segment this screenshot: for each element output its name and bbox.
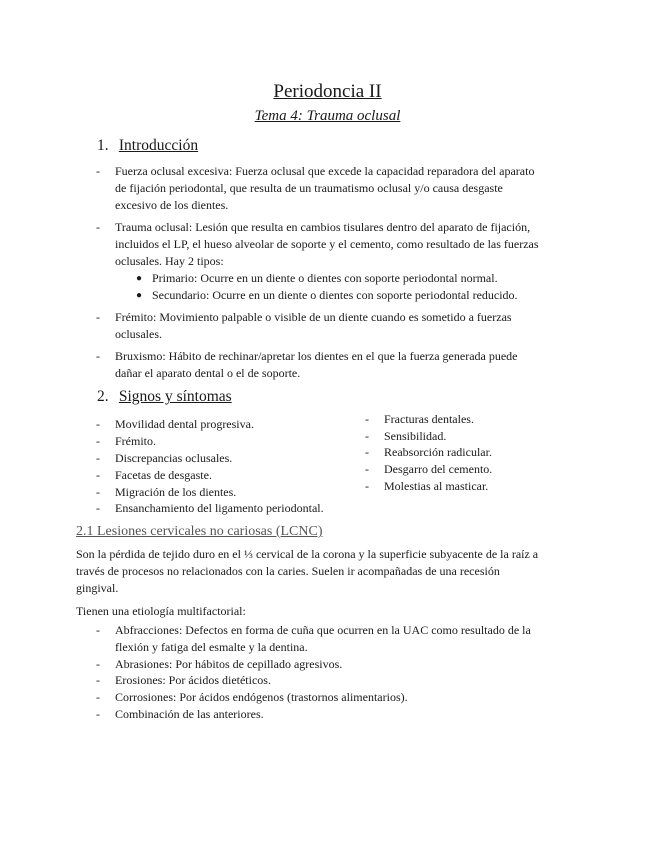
document-title: Periodoncia II bbox=[273, 81, 382, 102]
list-item: - Movilidad dental progresiva. bbox=[96, 417, 254, 431]
list-item: - Discrepancias oclusales. bbox=[96, 451, 233, 465]
list-item: - Ensanchamiento del ligamento periodontal. bbox=[96, 501, 324, 515]
list-item: - Corrosiones: Por ácidos endógenos (trastornos alimentarios). bbox=[96, 690, 408, 704]
list-item: - Fracturas dentales. bbox=[365, 412, 474, 426]
list-item: - Frémito: Movimiento palpable o visible de un diente cuando es sometido a fuerzas oclusales. bbox=[96, 310, 512, 341]
list-item: - Molestias al masticar. bbox=[365, 479, 489, 493]
list-item: - Desgarro del cemento. bbox=[365, 462, 493, 476]
list-item: - Fuerza oclusal excesiva: Fuerza oclusal que excede la capacidad reparadora del aparato de fijación periodontal, que resulta de un traumatismo oclusal y/o causa desgaste excesivo de los dientes. bbox=[96, 164, 535, 212]
paragraph: Tienen una etiología multifactorial: bbox=[76, 604, 246, 618]
section-2-1-heading: 2.1 Lesiones cervicales no cariosas (LCNC) bbox=[76, 524, 323, 539]
section-1-heading: 1. Introducción bbox=[97, 137, 199, 154]
list-item: - Frémito. bbox=[96, 434, 156, 448]
list-item: - Combinación de las anteriores. bbox=[96, 707, 264, 721]
list-item: - Bruxismo: Hábito de rechinar/apretar los dientes en el que la fuerza generada puede dañar el aparato dental o el de soporte. bbox=[96, 349, 518, 380]
list-item: - Trauma oclusal: Lesión que resulta en cambios tisulares dentro del aparato de fijación, incluidos el LP, el hueso alveolar de soporte y el cemento, como resultado de las fuerzas oclusales. Hay 2 tipos: bbox=[96, 220, 539, 268]
sub-list-item: ● Primario: Ocurre en un diente o dientes con soporte periodontal normal. bbox=[136, 271, 498, 285]
list-item: - Migración de los dientes. bbox=[96, 485, 237, 499]
list-item: - Sensibilidad. bbox=[365, 429, 447, 443]
sub-list-item: ● Secundario: Ocurre en un diente o dientes con soporte periodontal reducido. bbox=[136, 288, 518, 302]
list-item: - Abfracciones: Defectos en forma de cuña que ocurren en la UAC como resultado de la flexión y fatiga del esmalte y la dentina. bbox=[96, 623, 531, 654]
list-item: - Erosiones: Por ácidos dietéticos. bbox=[96, 673, 271, 687]
paragraph: Son la pérdida de tejido duro en el ⅓ cervical de la corona y la superficie subyacente de la raíz a través de procesos no relacionados con la caries. Suelen ir acompañadas de una recesión gingival. bbox=[76, 547, 539, 595]
list-item: - Abrasiones: Por hábitos de cepillado agresivos. bbox=[96, 657, 343, 671]
document-subtitle: Tema 4: Trauma oclusal bbox=[254, 108, 401, 124]
section-2-heading: 2. Signos y síntomas bbox=[97, 388, 232, 405]
list-item: - Reabsorción radicular. bbox=[365, 445, 492, 459]
list-item: - Facetas de desgaste. bbox=[96, 468, 212, 482]
